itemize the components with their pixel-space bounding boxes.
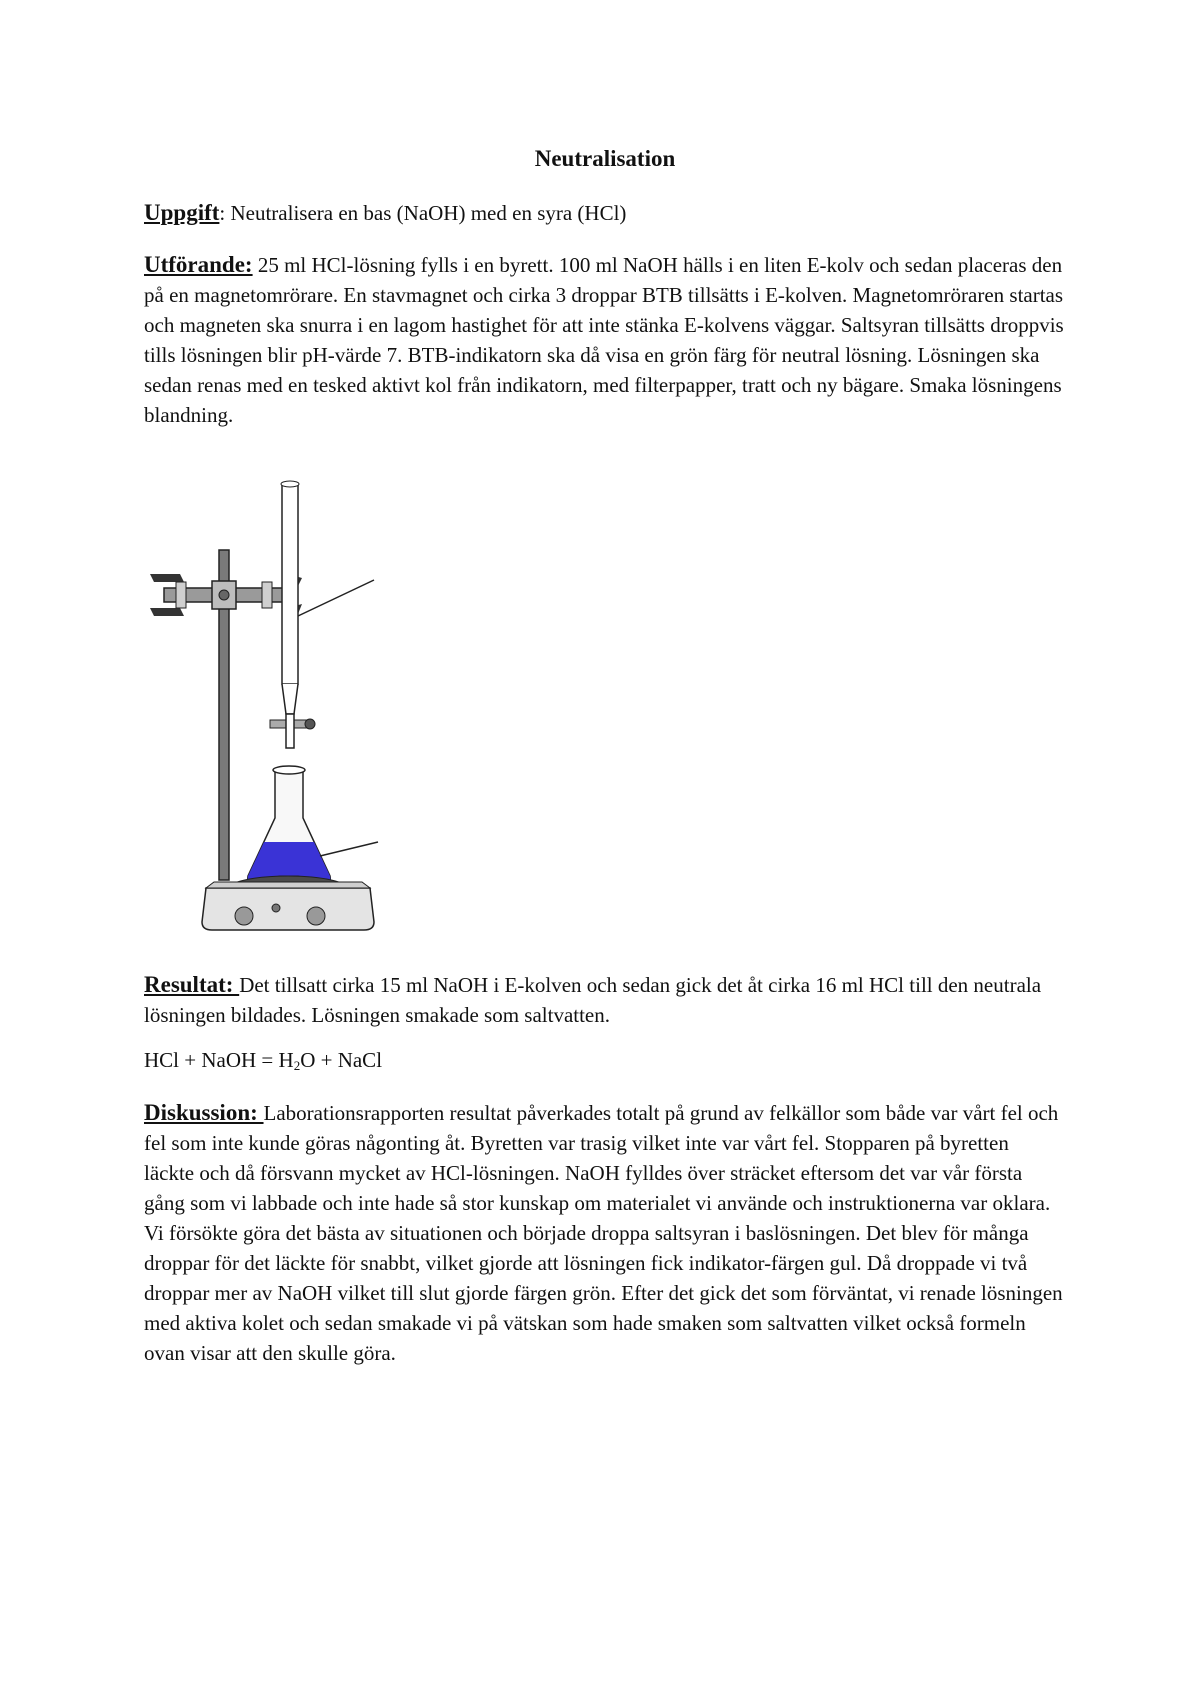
equation-left: HCl + NaOH = H [144,1048,294,1072]
titration-apparatus-drawing [140,478,380,948]
task-text: : Neutralisera en bas (NaOH) med en syra (HCl) [219,201,627,225]
equation-right: O + NaCl [300,1048,383,1072]
procedure-heading: Utförande: [144,252,253,277]
equation-subscript: 2 [293,1058,301,1073]
reaction-equation [144,1045,1064,1075]
discussion-heading: Diskussion: [144,1100,264,1125]
discussion-paragraph [144,1098,1064,1368]
task-paragraph [144,198,1064,228]
titration-apparatus-figure [140,478,380,948]
discussion-text: Laborationsrapporten resultat påverkades totalt på grund av felkällor som både var vårt fel och fel som inte kunde göras någonting åt. Byretten var trasig vilket inte var vårt fel. Stopparen på byretten läckte och då försvann mycket av HCl-lösningen. NaOH fylldes över sträcket eftersom det var vår första gång som vi labbade och inte hade så stor kunskap om materialet vi använde och instruktionerna var oklara. Vi försökte göra det bästa av situationen och började droppa saltsyran i baslösningen. Det blev för många droppar för det läckte för snabbt, vilket gjorde att lösningen fick indikator-färgen gul. Då droppade vi två droppar mer av NaOH vilket till slut gjorde färgen grön. Efter det gick det som förväntat, vi renade lösningen med aktiva kolet och sedan smakade vi på vätskan som hade smaken som saltvatten vilket också formeln ovan visar att den skulle göra. [144,1101,1063,1365]
result-paragraph [144,970,1064,1030]
result-text: Det tillsatt cirka 15 ml NaOH i E-kolven och sedan gick det åt cirka 16 ml HCl till den neutrala lösningen bildades. Lösningen smakade som saltvatten. [144,973,1042,1027]
result-heading: Resultat: [144,972,240,997]
procedure-text: 25 ml HCl-lösning fylls i en byrett. 100 ml NaOH hälls i en liten E-kolv och sedan placeras den på en magnetomrörare. En stavmagnet och cirka 3 droppar BTB tillsätts i E-kolven. Magnetomröraren startas och magneten ska snurra i en lagom hastighet för att inte stänka E-kolvens väggar. Saltsyran tillsätts droppvis tills lösningen blir pH-värde 7. BTB-indikatorn ska då visa en grön färg för neutral lösning. Lösningen ska sedan renas med en tesked aktivt kol från indikatorn, med filterpapper, tratt och ny bägare. Smaka lösningens blandning. [144,253,1064,427]
task-heading: Uppgift [144,200,220,225]
procedure-paragraph [144,250,1064,430]
document-title: Neutralisation [534,146,676,171]
